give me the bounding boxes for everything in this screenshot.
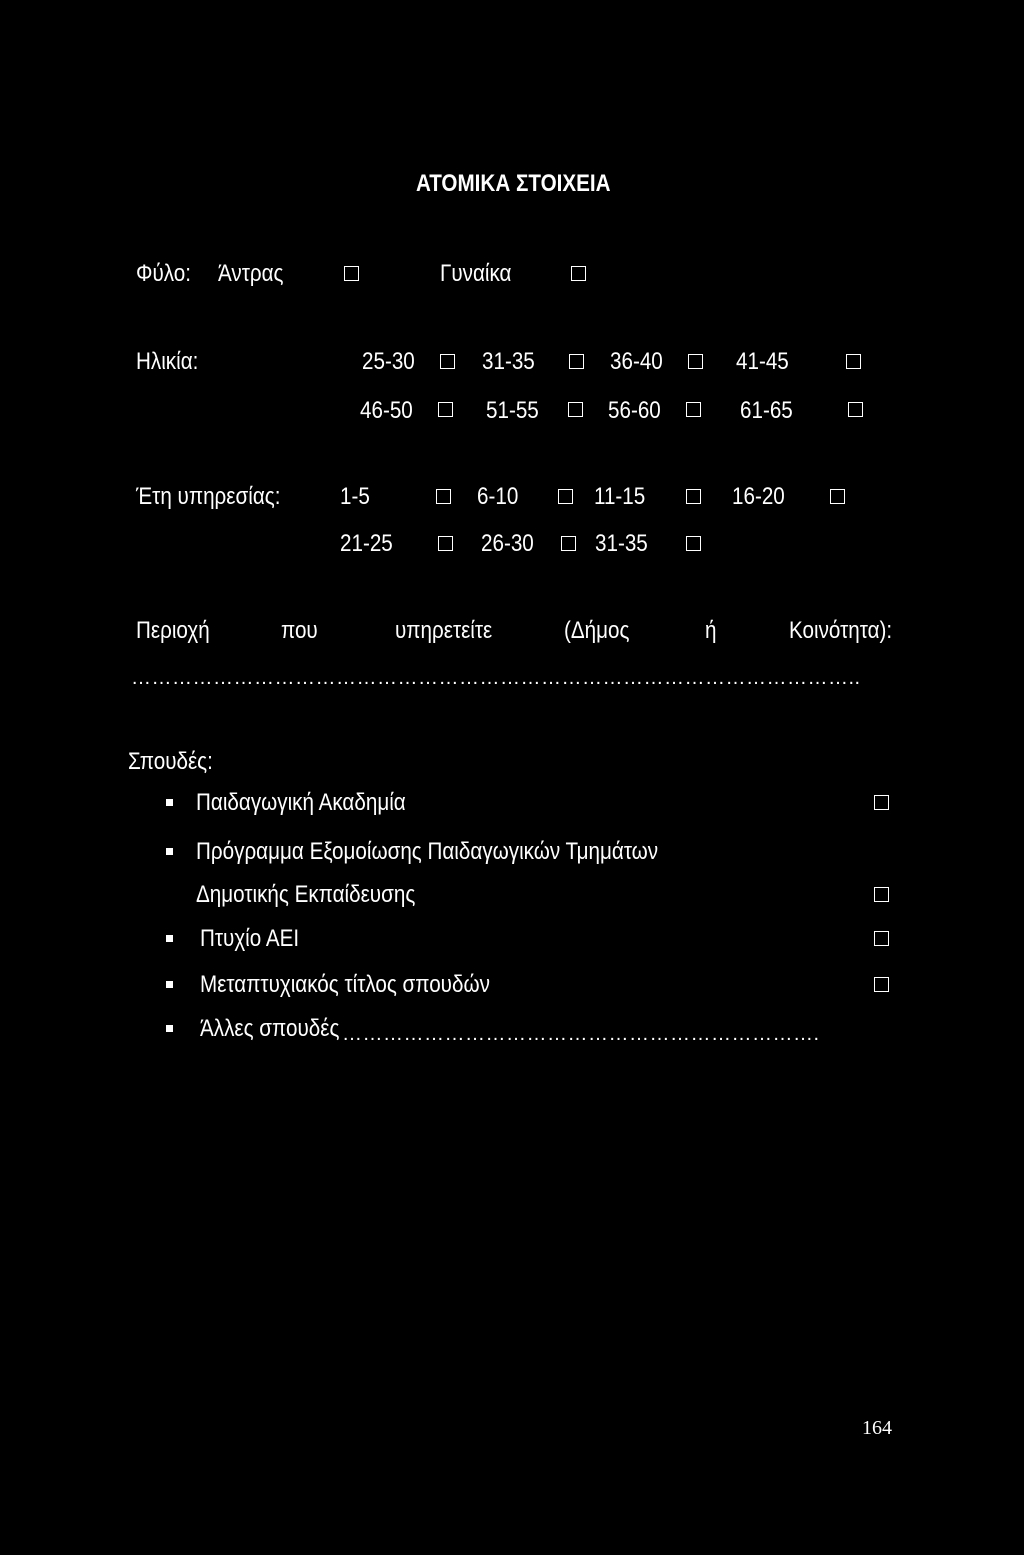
bullet-icon: [166, 1025, 173, 1032]
region-label-word: ή: [705, 617, 717, 644]
page-title: ΑΤΟΜΙΚΑ ΣΤΟΙΧΕΙΑ: [416, 170, 611, 197]
age-option-label: 25-30: [362, 348, 415, 375]
service-years-option-checkbox[interactable]: [558, 489, 573, 504]
gender-label: Φύλο:: [136, 260, 191, 287]
age-option-label: 56-60: [608, 397, 661, 424]
gender-option-female-checkbox[interactable]: [571, 266, 586, 281]
age-option-checkbox[interactable]: [568, 402, 583, 417]
service-years-option-checkbox[interactable]: [436, 489, 451, 504]
age-option-checkbox[interactable]: [686, 402, 701, 417]
gender-option-male-checkbox[interactable]: [344, 266, 359, 281]
age-option-label: 51-55: [486, 397, 539, 424]
service-years-option-checkbox[interactable]: [561, 536, 576, 551]
service-years-option-checkbox[interactable]: [830, 489, 845, 504]
service-years-label: Έτη υπηρεσίας:: [136, 483, 281, 510]
age-option-label: 46-50: [360, 397, 413, 424]
studies-item-checkbox[interactable]: [874, 931, 889, 946]
age-option-label: 36-40: [610, 348, 663, 375]
region-label-word: υπηρετείτε: [395, 617, 493, 644]
service-years-option-label: 11-15: [594, 483, 646, 510]
bullet-icon: [166, 935, 173, 942]
page-number: 164: [862, 1417, 892, 1439]
studies-item-checkbox[interactable]: [874, 795, 889, 810]
service-years-option-label: 21-25: [340, 530, 393, 557]
gender-option-female-label: Γυναίκα: [440, 260, 512, 287]
other-studies-fill-in-line[interactable]: …………………………………………………………….: [342, 1024, 820, 1044]
studies-item-label: Μεταπτυχιακός τίτλος σπουδών: [200, 971, 490, 998]
age-option-checkbox[interactable]: [688, 354, 703, 369]
studies-label: Σπουδές:: [128, 748, 213, 775]
service-years-option-checkbox[interactable]: [686, 536, 701, 551]
studies-item-checkbox[interactable]: [874, 977, 889, 992]
age-option-label: 61-65: [740, 397, 793, 424]
region-fill-in-line[interactable]: ……………………………………………………………………………………………..: [131, 668, 861, 688]
region-label-word: που: [281, 617, 318, 644]
age-option-checkbox[interactable]: [848, 402, 863, 417]
region-label-word: Κοινότητα):: [789, 617, 893, 644]
service-years-option-label: 31-35: [595, 530, 648, 557]
region-label-word: (Δήμος: [564, 617, 630, 644]
age-option-checkbox[interactable]: [438, 402, 453, 417]
bullet-icon: [166, 981, 173, 988]
service-years-option-label: 26-30: [481, 530, 534, 557]
service-years-option-checkbox[interactable]: [686, 489, 701, 504]
region-label-word: Περιοχή: [136, 617, 210, 644]
studies-item-label-continuation: Δημοτικής Εκπαίδευσης: [196, 881, 416, 908]
service-years-option-label: 6-10: [477, 483, 519, 510]
bullet-icon: [166, 848, 173, 855]
age-option-label: 31-35: [482, 348, 535, 375]
studies-item-label: Άλλες σπουδές: [200, 1015, 340, 1042]
studies-item-label: Παιδαγωγική Ακαδημία: [196, 789, 406, 816]
service-years-option-label: 1-5: [340, 483, 370, 510]
age-option-checkbox[interactable]: [440, 354, 455, 369]
studies-item-label: Πτυχίο ΑΕΙ: [200, 925, 300, 952]
age-option-checkbox[interactable]: [846, 354, 861, 369]
studies-item-label: Πρόγραμμα Εξομοίωσης Παιδαγωγικών Τμημάτων: [196, 838, 659, 865]
bullet-icon: [166, 799, 173, 806]
age-option-label: 41-45: [736, 348, 789, 375]
age-option-checkbox[interactable]: [569, 354, 584, 369]
gender-option-male-label: Άντρας: [218, 260, 284, 287]
service-years-option-label: 16-20: [732, 483, 785, 510]
studies-item-checkbox[interactable]: [874, 887, 889, 902]
age-label: Ηλικία:: [136, 348, 199, 375]
service-years-option-checkbox[interactable]: [438, 536, 453, 551]
